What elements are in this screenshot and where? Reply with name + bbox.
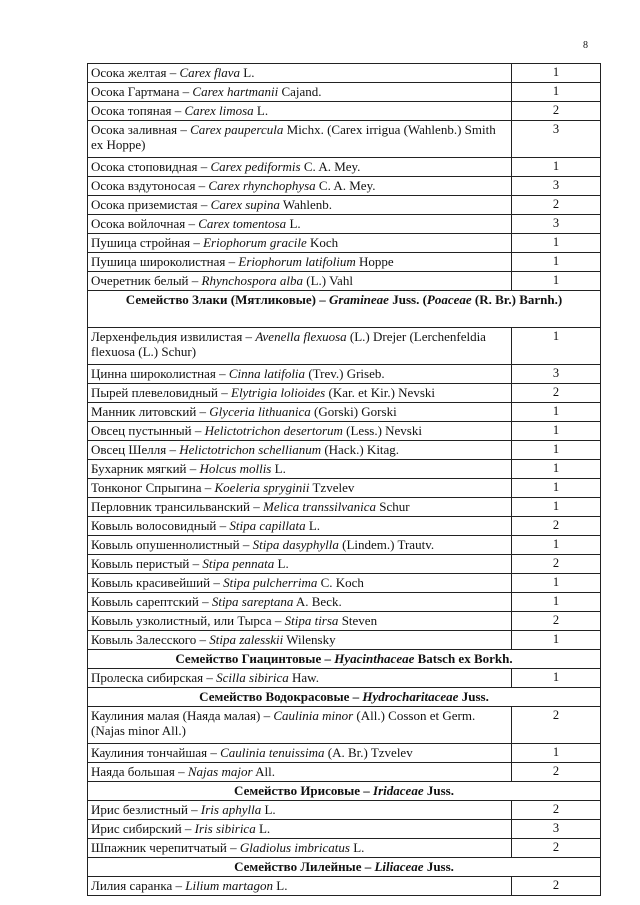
- species-author: (Trev.) Griseb.: [305, 366, 385, 381]
- family-latin: Gramineae: [329, 292, 389, 307]
- family-latin: Hyacinthaceae: [334, 651, 415, 666]
- status-value: 1: [512, 574, 601, 593]
- status-value: 1: [512, 441, 601, 460]
- species-name-cell: [88, 669, 512, 688]
- species-common-name: Осока Гартмана –: [91, 84, 193, 99]
- species-name-cell: [88, 253, 512, 272]
- status-value: 3: [512, 215, 601, 234]
- species-latin-name: Koeleria sprуginii: [214, 480, 310, 495]
- species-row: [88, 631, 601, 650]
- species-name-cell: [88, 839, 512, 858]
- species-name-cell: [88, 498, 512, 517]
- species-author: L.: [271, 461, 286, 476]
- species-latin-name: Stipa zalesskii: [209, 632, 284, 647]
- species-author: L.: [240, 65, 255, 80]
- species-author: Schur: [376, 499, 410, 514]
- species-author: C. A. Mey.: [315, 178, 376, 193]
- family-author-alt: (R. Br.) Barnh.): [471, 292, 563, 307]
- species-common-name: Ковыль узколистный, или Тырса –: [91, 613, 285, 628]
- species-author: L.: [274, 556, 289, 571]
- family-header-cell: [88, 858, 601, 877]
- family-header-row: [88, 650, 601, 669]
- species-name-cell: [88, 403, 512, 422]
- status-value: 2: [512, 877, 601, 896]
- species-name-cell: [88, 744, 512, 763]
- species-name-cell: [88, 64, 512, 83]
- species-common-name: Пушица стройная –: [91, 235, 204, 250]
- species-row: [88, 839, 601, 858]
- species-common-name: Осока стоповидная –: [91, 159, 211, 174]
- species-row: [88, 403, 601, 422]
- species-author: Hoppe: [355, 254, 394, 269]
- species-name-cell: [88, 384, 512, 403]
- species-row: [88, 422, 601, 441]
- species-row: [88, 158, 601, 177]
- species-common-name: Ковыль опушеннолистный –: [91, 537, 253, 552]
- family-author: Juss.: [423, 859, 454, 874]
- species-name-cell: [88, 555, 512, 574]
- species-common-name: Овсец Шелля –: [91, 442, 180, 457]
- species-row: [88, 365, 601, 384]
- family-name: Семейство Гиацинтовые –: [175, 651, 335, 666]
- species-author: L.: [273, 878, 288, 893]
- status-value: 1: [512, 669, 601, 688]
- species-latin-name: Scilla sibirica: [216, 670, 289, 685]
- status-value: 1: [512, 83, 601, 102]
- species-row: [88, 498, 601, 517]
- status-value: 1: [512, 272, 601, 291]
- species-latin-name: Caulinia minor: [273, 708, 354, 723]
- species-row: [88, 121, 601, 158]
- species-common-name: Овсец пустынный –: [91, 423, 205, 438]
- family-header-cell: [88, 688, 601, 707]
- species-common-name: Осока топяная –: [91, 103, 185, 118]
- species-common-name: Пролеска сибирская –: [91, 670, 217, 685]
- species-common-name: Ковыль красивейший –: [91, 575, 224, 590]
- species-latin-name: Carex paupercula: [190, 122, 284, 137]
- species-row: [88, 102, 601, 121]
- status-value: 1: [512, 234, 601, 253]
- species-author: Michx. (Carex irrigua (Wahlenb.) Smith ex Hoppe): [91, 122, 496, 152]
- species-author: Wilensky: [283, 632, 336, 647]
- status-value: 2: [512, 839, 601, 858]
- species-latin-name: Carex rhynchophysa: [208, 178, 316, 193]
- species-row: [88, 384, 601, 403]
- family-header-row: [88, 858, 601, 877]
- species-latin-name: Helictotrichon desertorum: [204, 423, 343, 438]
- species-author: Haw.: [288, 670, 319, 685]
- family-header-cell: [88, 291, 601, 328]
- species-latin-name: Carex limosa: [184, 103, 254, 118]
- species-name-cell: [88, 177, 512, 196]
- species-row: [88, 253, 601, 272]
- status-value: 2: [512, 555, 601, 574]
- species-name-cell: [88, 763, 512, 782]
- species-name-cell: [88, 441, 512, 460]
- species-author: (Gorski) Gorski: [310, 404, 397, 419]
- species-common-name: Пырей плевеловидный –: [91, 385, 231, 400]
- species-author: (All.) Cosson et Germ. (Najas minor All.): [91, 708, 476, 738]
- species-latin-name: Stipa sareptana: [211, 594, 294, 609]
- species-row: [88, 460, 601, 479]
- species-author: Wahlenb.: [279, 197, 333, 212]
- species-latin-name: Stipa pulcherrima: [223, 575, 318, 590]
- page-number: 8: [583, 40, 588, 51]
- species-latin-name: Carex tomentosa: [198, 216, 287, 231]
- species-author: L.: [253, 103, 269, 118]
- status-value: 3: [512, 121, 601, 158]
- species-common-name: Ковыль Залесского –: [91, 632, 210, 647]
- species-row: [88, 83, 601, 102]
- species-common-name: Осока вздутоносая –: [91, 178, 209, 193]
- species-author: L.: [286, 216, 301, 231]
- family-latin-alt: Poaceae: [426, 292, 472, 307]
- species-latin-name: Rhynchospora alba: [201, 273, 303, 288]
- species-common-name: Пушица широколистная –: [91, 254, 239, 269]
- status-value: 3: [512, 365, 601, 384]
- species-author: L.: [261, 802, 276, 817]
- species-common-name: Цинна широколистная –: [91, 366, 229, 381]
- species-author: L.: [349, 840, 365, 855]
- species-row: [88, 744, 601, 763]
- family-name: Семейство Злаки (Мятликовые) –: [125, 292, 330, 307]
- species-author: C. A. Mey.: [300, 159, 361, 174]
- species-author: A. Beck.: [293, 594, 342, 609]
- species-row: [88, 272, 601, 291]
- status-value: 1: [512, 253, 601, 272]
- family-name: Семейство Водокрасовые –: [199, 689, 363, 704]
- species-name-cell: [88, 801, 512, 820]
- species-name-cell: [88, 328, 512, 365]
- status-value: 2: [512, 763, 601, 782]
- species-row: [88, 234, 601, 253]
- species-latin-name: Stipa tirsa: [284, 613, 339, 628]
- species-common-name: Осока заливная –: [91, 122, 191, 137]
- species-author: All.: [252, 764, 275, 779]
- status-value: 2: [512, 102, 601, 121]
- species-latin-name: Stipa dasyphylla: [252, 537, 339, 552]
- family-latin: Hydrocharitaceae: [362, 689, 459, 704]
- species-row: [88, 536, 601, 555]
- species-row: [88, 196, 601, 215]
- family-author: Batsch ex Borkh.: [414, 651, 513, 666]
- family-header-row: [88, 291, 601, 328]
- species-row: [88, 820, 601, 839]
- species-common-name: Ирис безлистный –: [91, 802, 201, 817]
- family-header-row: [88, 688, 601, 707]
- species-row: [88, 64, 601, 83]
- species-row: [88, 215, 601, 234]
- family-name: Семейство Ирисовые –: [234, 783, 374, 798]
- status-value: 1: [512, 498, 601, 517]
- species-author: (L.) Drejer (Lerchenfeldia flexuosa (L.) Schur): [91, 329, 486, 359]
- species-row: [88, 574, 601, 593]
- species-latin-name: Lilium martagon: [185, 878, 274, 893]
- species-author: Cajand.: [278, 84, 322, 99]
- species-row: [88, 479, 601, 498]
- species-common-name: Манник литовский –: [91, 404, 210, 419]
- species-author: (A. Br.) Tzvelev: [324, 745, 413, 760]
- species-author: L.: [305, 518, 321, 533]
- species-latin-name: Melica transsilvanica: [263, 499, 377, 514]
- species-common-name: Наяда большая –: [91, 764, 188, 779]
- species-name-cell: [88, 820, 512, 839]
- species-latin-name: Eriophorum gracile: [203, 235, 307, 250]
- species-author: Steven: [338, 613, 378, 628]
- status-value: 1: [512, 631, 601, 650]
- status-value: 1: [512, 536, 601, 555]
- species-common-name: Перловник трансильванский –: [91, 499, 263, 514]
- species-author: L.: [255, 821, 271, 836]
- species-name-cell: [88, 83, 512, 102]
- species-name-cell: [88, 574, 512, 593]
- species-latin-name: Iris aphylla: [200, 802, 262, 817]
- family-header-row: [88, 782, 601, 801]
- species-latin-name: Holcus mollis: [199, 461, 272, 476]
- species-name-cell: [88, 631, 512, 650]
- status-value: 3: [512, 177, 601, 196]
- species-author: (Kar. et Kir.) Nevski: [325, 385, 436, 400]
- species-latin-name: Stipa capillata: [229, 518, 306, 533]
- family-author: Juss. (: [388, 292, 427, 307]
- species-latin-name: Stipa pennata: [202, 556, 275, 571]
- family-author: Juss.: [423, 783, 454, 798]
- family-header-cell: [88, 650, 601, 669]
- species-common-name: Осока приземистая –: [91, 197, 211, 212]
- species-latin-name: Eriophorum latifolium: [238, 254, 356, 269]
- species-latin-name: Carex pediformis: [210, 159, 301, 174]
- family-latin: Liliaceae: [374, 859, 424, 874]
- species-author: Koch: [306, 235, 339, 250]
- species-common-name: Каулиния тончайшая –: [91, 745, 221, 760]
- species-name-cell: [88, 158, 512, 177]
- species-author: (Lindem.) Trautv.: [338, 537, 435, 552]
- species-common-name: Лерхенфельдия извилистая –: [91, 329, 256, 344]
- species-name-cell: [88, 102, 512, 121]
- species-row: [88, 612, 601, 631]
- species-latin-name: Caulinia tenuissima: [220, 745, 325, 760]
- species-name-cell: [88, 215, 512, 234]
- species-latin-name: Iris sibirica: [194, 821, 256, 836]
- species-common-name: Ирис сибирский –: [91, 821, 195, 836]
- species-latin-name: Najas major: [187, 764, 253, 779]
- species-common-name: Осока желтая –: [91, 65, 180, 80]
- status-value: 2: [512, 384, 601, 403]
- species-common-name: Ковыль волосовидный –: [91, 518, 230, 533]
- species-common-name: Каулиния малая (Наяда малая) –: [91, 708, 274, 723]
- species-name-cell: [88, 479, 512, 498]
- status-value: 2: [512, 707, 601, 744]
- species-name-cell: [88, 517, 512, 536]
- species-common-name: Очеретник белый –: [91, 273, 202, 288]
- species-latin-name: Helictotrichon schellianum: [179, 442, 322, 457]
- species-row: [88, 328, 601, 365]
- family-author: Juss.: [458, 689, 489, 704]
- status-value: 2: [512, 801, 601, 820]
- species-author: (Hack.) Kitag.: [321, 442, 400, 457]
- species-row: [88, 669, 601, 688]
- species-name-cell: [88, 196, 512, 215]
- status-value: 3: [512, 820, 601, 839]
- species-name-cell: [88, 272, 512, 291]
- species-author: Tzvelev: [309, 480, 355, 495]
- species-name-cell: [88, 593, 512, 612]
- species-row: [88, 441, 601, 460]
- species-row: [88, 801, 601, 820]
- species-row: [88, 517, 601, 536]
- species-name-cell: [88, 536, 512, 555]
- status-value: 1: [512, 64, 601, 83]
- species-latin-name: Carex supina: [210, 197, 280, 212]
- species-latin-name: Avenella flexuosa: [255, 329, 347, 344]
- species-row: [88, 763, 601, 782]
- species-latin-name: Elytrigia lolioides: [231, 385, 326, 400]
- species-name-cell: [88, 707, 512, 744]
- species-latin-name: Carex hartmanii: [192, 84, 279, 99]
- species-name-cell: [88, 365, 512, 384]
- species-table: [87, 63, 601, 896]
- status-value: 1: [512, 593, 601, 612]
- species-name-cell: [88, 877, 512, 896]
- species-latin-name: Cinna latifolia: [228, 366, 306, 381]
- status-value: 1: [512, 744, 601, 763]
- family-header-cell: [88, 782, 601, 801]
- species-name-cell: [88, 234, 512, 253]
- species-latin-name: Carex flava: [179, 65, 240, 80]
- status-value: 1: [512, 422, 601, 441]
- species-name-cell: [88, 121, 512, 158]
- species-common-name: Бухарник мягкий –: [91, 461, 200, 476]
- species-name-cell: [88, 422, 512, 441]
- species-name-cell: [88, 460, 512, 479]
- species-row: [88, 593, 601, 612]
- species-common-name: Ковыль сарептский –: [91, 594, 212, 609]
- status-value: 1: [512, 460, 601, 479]
- species-row: [88, 877, 601, 896]
- species-row: [88, 177, 601, 196]
- status-value: 1: [512, 403, 601, 422]
- species-latin-name: Gladiolus imbricatus: [239, 840, 350, 855]
- species-author: C. Koch: [317, 575, 364, 590]
- species-common-name: Осока войлочная –: [91, 216, 199, 231]
- status-value: 1: [512, 158, 601, 177]
- species-author: (L.) Vahl: [303, 273, 353, 288]
- species-row: [88, 555, 601, 574]
- species-common-name: Лилия саранка –: [91, 878, 186, 893]
- species-common-name: Шпажник черепитчатый –: [91, 840, 240, 855]
- status-value: 2: [512, 196, 601, 215]
- status-value: 1: [512, 328, 601, 365]
- species-name-cell: [88, 612, 512, 631]
- species-common-name: Ковыль перистый –: [91, 556, 203, 571]
- status-value: 2: [512, 517, 601, 536]
- status-value: 1: [512, 479, 601, 498]
- family-name: Семейство Лилейные –: [234, 859, 375, 874]
- family-latin: Iridaceae: [373, 783, 424, 798]
- status-value: 2: [512, 612, 601, 631]
- species-latin-name: Glyceria lithuanica: [209, 404, 311, 419]
- species-row: [88, 707, 601, 744]
- species-author: (Less.) Nevski: [342, 423, 422, 438]
- species-common-name: Тонконог Спрыгина –: [91, 480, 215, 495]
